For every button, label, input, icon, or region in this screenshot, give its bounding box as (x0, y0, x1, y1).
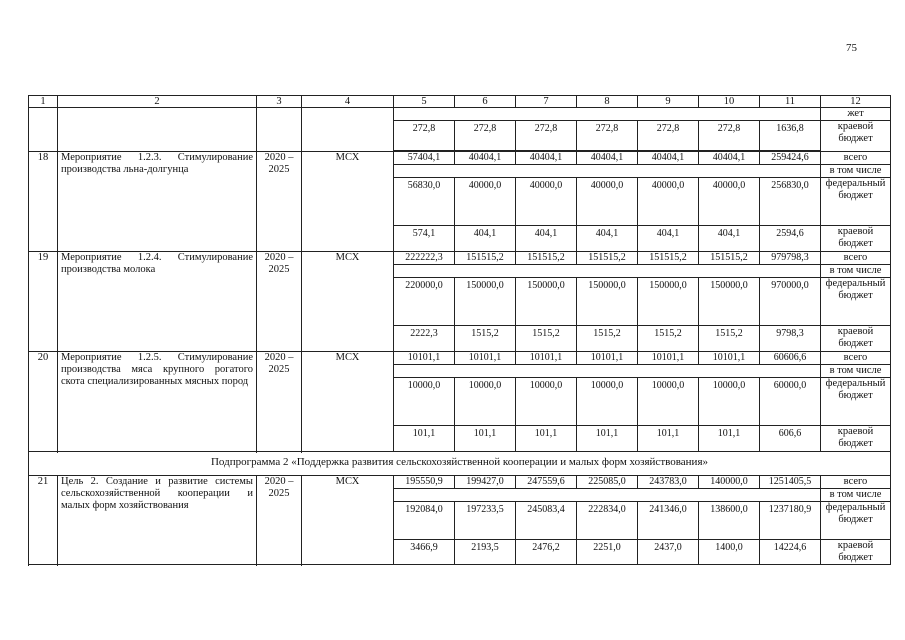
value-cell: 10000,0 (699, 378, 760, 426)
budget-table (28, 95, 891, 565)
measure-name: Мероприятие 1.2.3. Стимулирование производства льна-долгунца (58, 152, 257, 252)
table-row (29, 476, 891, 489)
value-cell: 404,1 (699, 226, 760, 252)
total-label: всего (821, 476, 891, 489)
value-cell: 404,1 (455, 226, 516, 252)
value-cell: 57404,1 (394, 152, 455, 165)
value-cell: 101,1 (699, 426, 760, 452)
value-cell: 272,8 (516, 121, 577, 151)
value-cell: 222834,0 (577, 502, 638, 540)
cont-top-label: жет (821, 108, 891, 121)
value-cell: 9798,3 (760, 326, 821, 352)
value-cell: 56830,0 (394, 178, 455, 226)
federal-label: федеральный бюджет (821, 502, 891, 540)
period: 2020 – 2025 (257, 476, 302, 565)
value-cell: 1515,2 (516, 326, 577, 352)
value-cell: 40404,1 (699, 152, 760, 165)
value-cell: 10000,0 (638, 378, 699, 426)
incl-empty (394, 365, 821, 378)
value-cell: 272,8 (638, 121, 699, 151)
value-cell: 247559,6 (516, 476, 577, 489)
executor: МСХ (302, 476, 394, 565)
value-cell: 1515,2 (455, 326, 516, 352)
value-cell: 2437,0 (638, 540, 699, 565)
value-cell: 151515,2 (455, 252, 516, 265)
value-cell: 10101,1 (394, 352, 455, 365)
value-cell: 40000,0 (516, 178, 577, 226)
value-cell: 150000,0 (455, 278, 516, 326)
value-cell: 2193,5 (455, 540, 516, 565)
value-cell: 197233,5 (455, 502, 516, 540)
value-cell: 970000,0 (760, 278, 821, 326)
row-number: 18 (29, 152, 58, 252)
incl-label: в том числе (821, 365, 891, 378)
value-cell: 1515,2 (577, 326, 638, 352)
value-cell: 2594,6 (760, 226, 821, 252)
value-cell: 245083,4 (516, 502, 577, 540)
value-cell: 10101,1 (455, 352, 516, 365)
executor: МСХ (302, 252, 394, 352)
value-cell: 1636,8 (760, 121, 821, 151)
value-cell: 241346,0 (638, 502, 699, 540)
header-cell: 2 (58, 96, 257, 108)
value-cell: 101,1 (577, 426, 638, 452)
table-row (29, 108, 891, 121)
value-cell: 243783,0 (638, 476, 699, 489)
subprogram-title: Подпрограмма 2 «Поддержка развития сельскохозяйственной кооперации и малых форм хозяйствования» (29, 452, 891, 476)
value-cell: 220000,0 (394, 278, 455, 326)
value-cell: 259424,6 (760, 152, 821, 165)
value-cell: 2251,0 (577, 540, 638, 565)
value-cell: 606,6 (760, 426, 821, 452)
federal-label: федеральный бюджет (821, 378, 891, 426)
table-row (29, 452, 891, 476)
value-cell: 10000,0 (516, 378, 577, 426)
measure-name: Мероприятие 1.2.4. Стимулирование производства молока (58, 252, 257, 352)
header-cell: 8 (577, 96, 638, 108)
federal-label: федеральный бюджет (821, 178, 891, 226)
cont-executor (302, 108, 394, 152)
value-cell: 101,1 (394, 426, 455, 452)
cont-name (58, 108, 257, 152)
executor: МСХ (302, 352, 394, 452)
cont-period (257, 108, 302, 152)
value-cell: 3466,9 (394, 540, 455, 565)
measure-name: Мероприятие 1.2.5. Стимулирование производства мяса крупного рогатого скота специализированных мясных пород (58, 352, 257, 452)
value-cell: 199427,0 (455, 476, 516, 489)
budget-label: краевой бюджет (821, 121, 891, 152)
value-cell: 40000,0 (638, 178, 699, 226)
table-row (29, 252, 891, 265)
value-cell: 404,1 (577, 226, 638, 252)
value-cell: 10101,1 (516, 352, 577, 365)
incl-label: в том числе (821, 265, 891, 278)
total-label: всего (821, 152, 891, 165)
value-cell: 10101,1 (699, 352, 760, 365)
value-cell: 40000,0 (577, 178, 638, 226)
period: 2020 – 2025 (257, 252, 302, 352)
row-number: 21 (29, 476, 58, 565)
value-cell: 272,8 (455, 121, 516, 151)
regional-label: краевой бюджет (821, 326, 891, 352)
header-cell: 10 (699, 96, 760, 108)
table-row (29, 96, 891, 108)
header-cell: 12 (821, 96, 891, 108)
incl-label: в том числе (821, 165, 891, 178)
value-cell: 151515,2 (699, 252, 760, 265)
row-number: 20 (29, 352, 58, 452)
header-cell: 7 (516, 96, 577, 108)
incl-empty (394, 489, 821, 502)
value-cell: 14224,6 (760, 540, 821, 565)
value-cell: 151515,2 (577, 252, 638, 265)
regional-label: краевой бюджет (821, 540, 891, 565)
value-cell: 222222,3 (394, 252, 455, 265)
period: 2020 – 2025 (257, 152, 302, 252)
header-cell: 11 (760, 96, 821, 108)
value-cell: 40404,1 (516, 152, 577, 165)
table-row (29, 152, 891, 165)
value-cell: 150000,0 (577, 278, 638, 326)
value-cell: 10101,1 (577, 352, 638, 365)
value-cell: 1251405,5 (760, 476, 821, 489)
value-cell: 150000,0 (699, 278, 760, 326)
header-cell: 3 (257, 96, 302, 108)
value-cell: 272,8 (699, 121, 760, 151)
value-cell: 10000,0 (577, 378, 638, 426)
header-cell: 6 (455, 96, 516, 108)
value-cell: 1237180,9 (760, 502, 821, 540)
value-cell: 195550,9 (394, 476, 455, 489)
value-cell: 192084,0 (394, 502, 455, 540)
cont-empty (394, 108, 821, 121)
value-cell: 404,1 (638, 226, 699, 252)
executor: МСХ (302, 152, 394, 252)
value-cell: 225085,0 (577, 476, 638, 489)
value-cell: 40404,1 (455, 152, 516, 165)
incl-empty (394, 265, 821, 278)
value-cell: 101,1 (638, 426, 699, 452)
regional-label: краевой бюджет (821, 426, 891, 452)
value-cell: 574,1 (394, 226, 455, 252)
value-cell: 2476,2 (516, 540, 577, 565)
value-cell: 979798,3 (760, 252, 821, 265)
value-cell: 1400,0 (699, 540, 760, 565)
value-cell: 101,1 (516, 426, 577, 452)
value-cell: 40000,0 (455, 178, 516, 226)
value-cell: 60606,6 (760, 352, 821, 365)
header-cell: 1 (29, 96, 58, 108)
page-number: 75 (846, 42, 857, 54)
total-label: всего (821, 352, 891, 365)
total-label: всего (821, 252, 891, 265)
value-cell: 151515,2 (638, 252, 699, 265)
value-cell: 10000,0 (455, 378, 516, 426)
value-cell: 272,8 (577, 121, 638, 151)
value-cell: 256830,0 (760, 178, 821, 226)
value-cell: 150000,0 (516, 278, 577, 326)
table-row (29, 352, 891, 365)
value-cell: 272,8 (394, 121, 455, 151)
value-cell: 10101,1 (638, 352, 699, 365)
value-cell: 140000,0 (699, 476, 760, 489)
value-cell: 40404,1 (638, 152, 699, 165)
row-number: 19 (29, 252, 58, 352)
value-cell: 151515,2 (516, 252, 577, 265)
value-cell: 40000,0 (699, 178, 760, 226)
value-cell: 138600,0 (699, 502, 760, 540)
value-cell: 60000,0 (760, 378, 821, 426)
measure-name: Цель 2. Создание и развитие системы сельскохозяйственной кооперации и малых форм хозяйствования (58, 476, 257, 565)
value-cell: 101,1 (455, 426, 516, 452)
value-cell: 40404,1 (577, 152, 638, 165)
period: 2020 – 2025 (257, 352, 302, 452)
value-cell: 150000,0 (638, 278, 699, 326)
header-cell: 9 (638, 96, 699, 108)
incl-label: в том числе (821, 489, 891, 502)
federal-label: федеральный бюджет (821, 278, 891, 326)
value-cell: 2222,3 (394, 326, 455, 352)
regional-label: краевой бюджет (821, 226, 891, 252)
value-cell: 1515,2 (699, 326, 760, 352)
value-cell: 1515,2 (638, 326, 699, 352)
header-cell: 4 (302, 96, 394, 108)
value-cell: 404,1 (516, 226, 577, 252)
cont-num (29, 108, 58, 152)
value-cell: 10000,0 (394, 378, 455, 426)
incl-empty (394, 165, 821, 178)
header-cell: 5 (394, 96, 455, 108)
